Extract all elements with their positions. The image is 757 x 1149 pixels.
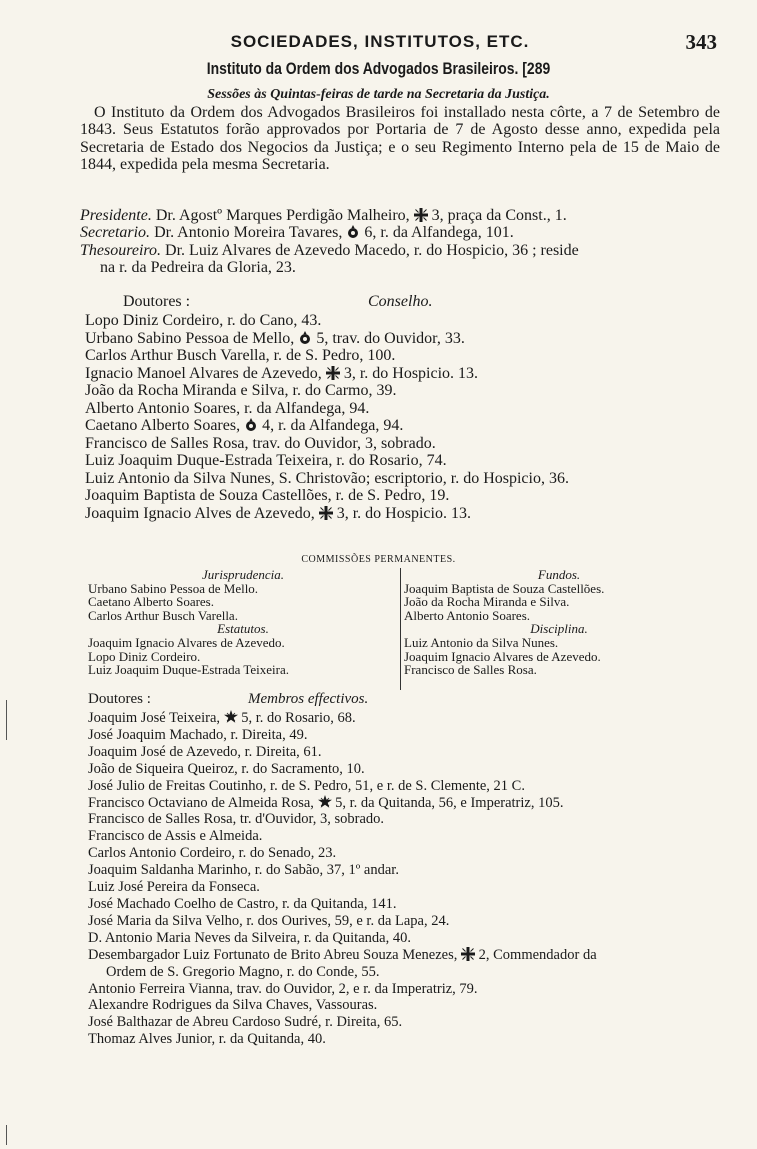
entry-text-after: 3, praça da Const., 1.: [431, 207, 567, 224]
intro-text: O Instituto da Ordem dos Advogados Brasileiros foi installado nesta côrte, a 7 de Setembro de 1843. Seus Estatutos forão approvados por Portaria de 7 de Agosto desse anno, expedida pela Secretaria de Estado dos Negocios da Justiça; e o seu Regimento Interno pela de 15 de Maio de 1844, expedida pela mesma Secretaria.: [80, 104, 720, 174]
entry-text: José Julio de Freitas Coutinho, r. de S. Pedro, 51, e r. de S. Clemente, 21 C.: [88, 777, 525, 794]
commission-name: Jurisprudencia.: [202, 567, 284, 582]
cross-symbol-icon: [461, 947, 475, 961]
entry-text: Desembargador Luiz Fortunato de Brito Abreu Souza Menezes,: [88, 946, 458, 963]
margin-mark: [6, 1125, 7, 1145]
list-item: [85, 330, 725, 348]
entry-text: Francisco Octaviano de Almeida Rosa,: [88, 794, 314, 811]
entry-text: Joaquim Ignacio Alves de Azevedo,: [85, 504, 315, 522]
list-item: [85, 435, 725, 453]
list-item: [88, 845, 728, 862]
entry-text: Francisco de Salles Rosa, trav. do Ouvidor, 3, sobrado.: [85, 434, 436, 452]
entry-text: Alexandre Rodrigues da Silva Chaves, Vassouras.: [88, 997, 378, 1014]
entry-text: Luiz Joaquim Duque-Estrada Teixeira, r. do Rosario, 74.: [85, 452, 447, 469]
sessions-note: Sessões às Quintas-feiras de tarde na Secretaria da Justiça.: [207, 87, 550, 102]
entry-text: José Machado Coelho de Castro, r. da Quitanda, 141.: [88, 895, 397, 912]
list-item: [88, 862, 728, 879]
list-item: [88, 896, 728, 913]
list-item: [88, 964, 728, 981]
officer-continuation: na r. da Pedreira da Gloria, 23.: [100, 259, 296, 277]
commission-member: Joaquim Ignacio Alvares de Azevedo.: [404, 648, 601, 664]
commission-member: Caetano Alberto Soares.: [88, 594, 214, 610]
entry-text: João da Rocha Miranda e Silva, r. do Carmo, 39.: [85, 382, 397, 399]
commission-member: Carlos Arthur Busch Varella.: [88, 607, 238, 623]
officer-role: Secretario.: [80, 224, 151, 242]
entry-text-after: 2, Commendador da: [478, 946, 597, 963]
entry-text: José Joaquim Machado, r. Direita, 49.: [88, 726, 308, 743]
page-header: [195, 32, 737, 58]
entry-text: Dr. Antonio Moreira Tavares,: [154, 224, 343, 242]
list-item: [88, 795, 728, 812]
officers-list: [80, 207, 720, 277]
entry-text: Ordem de S. Gregorio Magno, r. do Conde, 55.: [106, 963, 380, 980]
list-item: [85, 365, 725, 383]
list-item: [88, 727, 728, 744]
cross-symbol-icon: [414, 208, 428, 222]
conselho-heading: [123, 293, 523, 311]
conselho-left-heading: Doutores :: [123, 293, 191, 310]
list-item: [88, 710, 728, 727]
commission-member: Joaquim Baptista de Souza Castellões.: [404, 580, 605, 596]
rose-symbol-icon: [346, 225, 360, 239]
rose-symbol-icon: [244, 418, 258, 432]
list-item: [85, 400, 725, 418]
entry-text-after: 4, r. da Alfandega, 94.: [262, 417, 404, 434]
page-number: 343: [685, 30, 717, 54]
commissoes-heading: COMMISSÕES PERMANENTES.: [301, 554, 456, 565]
conselho-right-heading: Conselho.: [368, 293, 433, 310]
officer-role: Presidente.: [80, 207, 152, 224]
list-item: [88, 981, 728, 998]
list-item: [80, 242, 720, 259]
list-item: [88, 761, 728, 778]
entry-text: Carlos Arthur Busch Varella, r. de S. Pedro, 100.: [85, 347, 396, 364]
intro-paragraph: [80, 104, 720, 174]
entry-text: Ignacio Manoel Alvares de Azevedo,: [85, 364, 322, 382]
entry-text: D. Antonio Maria Neves da Silveira, r. da Quitanda, 40.: [88, 929, 411, 946]
entry-text: Luiz Antonio da Silva Nunes, S. Christovão; escriptorio, r. do Hospicio, 36.: [85, 469, 569, 487]
list-item: [88, 947, 728, 964]
entry-text: Dr. Luiz Alvares de Azevedo Macedo, r. do Hospicio, 36 ; reside: [165, 241, 579, 259]
list-item: [88, 1014, 728, 1031]
cross-symbol-icon: [326, 366, 340, 380]
cross-symbol-icon: [319, 506, 333, 520]
entry-text-after: 5, r. da Quitanda, 56, e Imperatriz, 105.: [335, 794, 564, 811]
officer-role: Thesoureiro.: [80, 241, 162, 259]
membros-list: [88, 710, 728, 1048]
commission-member: Lopo Diniz Cordeiro.: [88, 648, 201, 664]
entry-text: Alberto Antonio Soares, r. da Alfandega, 94.: [85, 399, 370, 417]
list-item: [88, 913, 728, 930]
commission-member: Luiz Joaquim Duque-Estrada Teixeira.: [88, 662, 290, 678]
entry-text: Luiz José Pereira da Fonseca.: [88, 879, 260, 896]
list-item: [88, 930, 728, 947]
membros-heading: [88, 691, 588, 708]
entry-text: Joaquim José Teixeira,: [88, 710, 221, 726]
commission-name: Fundos.: [537, 567, 581, 582]
entry-text-after: 3, r. do Hospicio. 13.: [343, 364, 479, 382]
entry-text-after: 6, r. da Alfandega, 101.: [364, 224, 514, 242]
membros-right-heading: Membros effectivos.: [248, 691, 369, 707]
list-item: [88, 997, 728, 1014]
entry-text: Joaquim Baptista de Souza Castellões, r. de S. Pedro, 19.: [85, 487, 450, 504]
entry-text: Dr. Agostº Marques Perdigão Malheiro,: [155, 207, 410, 224]
institute-title: Instituto da Ordem dos Advogados Brasileiros. [289: [206, 59, 551, 78]
entry-text: Urbano Sabino Pessoa de Mello,: [85, 329, 295, 347]
commission-name: Disciplina.: [530, 621, 588, 637]
commissoes-right-column: [400, 568, 714, 690]
list-item: [88, 778, 728, 795]
commission-member: Luiz Antonio da Silva Nunes.: [404, 634, 559, 650]
entry-text: José Balthazar de Abreu Cardoso Sudré, r. Direita, 65.: [88, 1014, 403, 1031]
entry-text: Carlos Antonio Cordeiro, r. do Senado, 23.: [88, 845, 337, 862]
conselho-list: [85, 312, 725, 522]
entry-text: José Maria da Silva Velho, r. dos Ourives, 59, e r. da Lapa, 24.: [88, 912, 450, 929]
entry-text: João de Siqueira Queiroz, r. do Sacramento, 10.: [88, 760, 365, 777]
entry-text-after: 5, r. do Rosario, 68.: [241, 710, 356, 726]
star-symbol-icon: [318, 795, 332, 809]
commission-member: Joaquim Ignacio Alvares de Azevedo.: [88, 634, 285, 650]
running-title: SOCIEDADES, INSTITUTOS, ETC.: [230, 32, 530, 51]
list-item: [80, 224, 720, 241]
entry-text: Francisco de Assis e Almeida.: [88, 828, 263, 845]
star-symbol-icon: [224, 710, 238, 724]
list-item: [85, 312, 725, 330]
entry-text: Joaquim José de Azevedo, r. Direita, 61.: [88, 743, 322, 760]
list-item: [88, 879, 728, 896]
entry-text: Caetano Alberto Soares,: [85, 417, 241, 434]
commission-member: João da Rocha Miranda e Silva.: [404, 594, 570, 610]
entry-text: Francisco de Salles Rosa, tr. d'Ouvidor, 3, sobrado.: [88, 811, 385, 828]
commission-name: Estatutos.: [217, 621, 269, 637]
list-item: [85, 382, 725, 400]
entry-text: Joaquim Saldanha Marinho, r. do Sabão, 37, 1º andar.: [88, 862, 399, 879]
entry-text: Antonio Ferreira Vianna, trav. do Ouvidor, 2, e r. da Imperatriz, 79.: [88, 980, 478, 997]
list-item: [85, 347, 725, 365]
entry-text-after: 3, r. do Hospicio. 13.: [336, 504, 471, 522]
list-item: [88, 1031, 728, 1048]
list-item: [85, 505, 725, 523]
list-item: [80, 207, 720, 224]
commission-member: Alberto Antonio Soares.: [404, 607, 531, 623]
list-item: [85, 487, 725, 505]
list-item: [88, 811, 728, 828]
list-item: [85, 452, 725, 470]
entry-text: Lopo Diniz Cordeiro, r. do Cano, 43.: [85, 312, 322, 329]
membros-left-heading: Doutores :: [88, 691, 151, 707]
commissoes-left-column: [88, 568, 398, 677]
rose-symbol-icon: [298, 331, 312, 345]
list-item: [85, 417, 725, 435]
commission-member: Francisco de Salles Rosa.: [404, 662, 537, 678]
entry-text: Thomaz Alves Junior, r. da Quitanda, 40.: [88, 1031, 326, 1048]
list-item: [85, 470, 725, 488]
margin-mark: [6, 700, 7, 740]
commission-member: Urbano Sabino Pessoa de Mello.: [88, 580, 259, 596]
entry-text-after: 5, trav. do Ouvidor, 33.: [316, 329, 465, 347]
list-item: [88, 744, 728, 761]
list-item: [88, 828, 728, 845]
